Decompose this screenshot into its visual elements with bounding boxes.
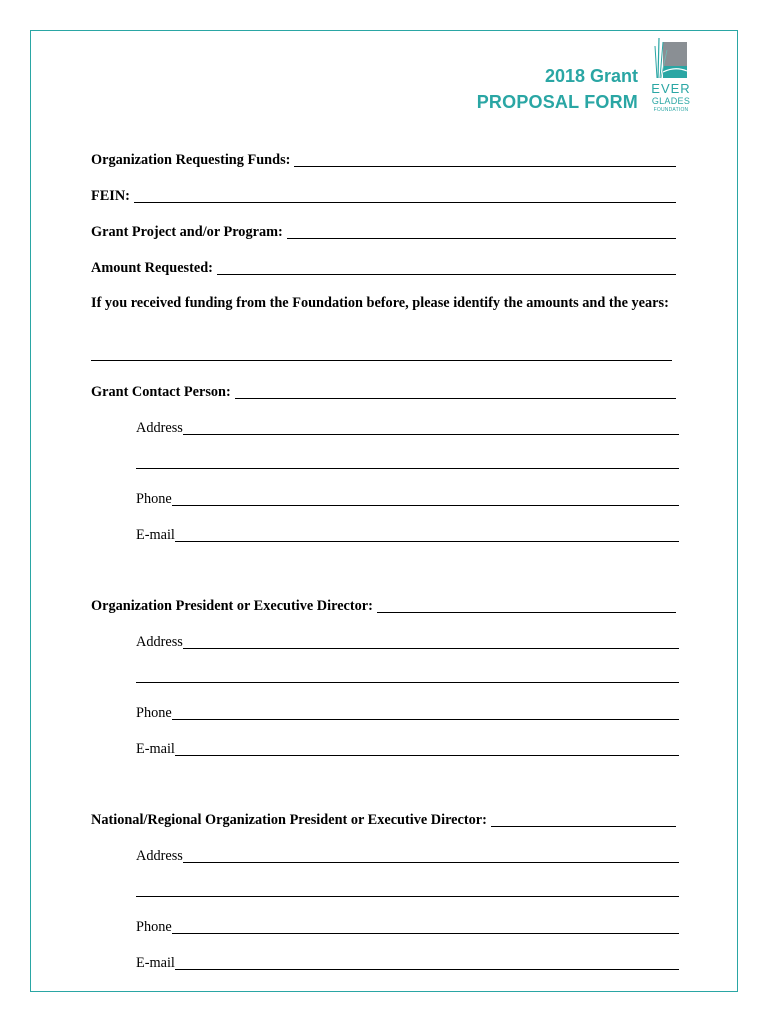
- national-email-label: E-mail: [136, 955, 175, 971]
- president-phone-label: Phone: [136, 705, 172, 721]
- fein-label: FEIN:: [91, 188, 130, 204]
- project-field: [91, 223, 676, 241]
- president-address-line-2[interactable]: [136, 682, 679, 683]
- project-label: Grant Project and/or Program:: [91, 224, 283, 240]
- logo-word-ever: EVER: [651, 81, 691, 96]
- national-phone-input-line[interactable]: [172, 919, 679, 934]
- amount-field: [91, 259, 676, 277]
- contact-label: Grant Contact Person:: [91, 384, 231, 400]
- national-address-label: Address: [136, 848, 183, 864]
- national-address-input-line[interactable]: [183, 848, 679, 863]
- grass-icon: [650, 36, 692, 84]
- national-address-field: [136, 847, 679, 865]
- contact-address-label: Address: [136, 420, 183, 436]
- contact-address-field: [136, 419, 679, 437]
- everglades-foundation-logo: [650, 36, 692, 116]
- contact-phone-input-line[interactable]: [172, 491, 679, 506]
- project-input-line[interactable]: [287, 224, 676, 239]
- national-address-line-2[interactable]: [136, 896, 679, 897]
- president-address-input-line[interactable]: [183, 634, 679, 649]
- amount-label: Amount Requested:: [91, 260, 213, 276]
- contact-phone-label: Phone: [136, 491, 172, 507]
- prior-funding-input-line[interactable]: [91, 360, 672, 361]
- form-year-title: 2018 Grant: [544, 66, 638, 86]
- contact-email-label: E-mail: [136, 527, 175, 543]
- organization-label: Organization Requesting Funds:: [91, 152, 291, 168]
- contact-email-field: [136, 526, 679, 544]
- president-email-label: E-mail: [136, 741, 175, 757]
- contact-email-input-line[interactable]: [175, 527, 679, 542]
- president-field: [91, 597, 676, 615]
- prior-funding-question: If you received funding from the Foundation before, please identify the amounts and the years:: [91, 295, 669, 311]
- national-phone-field: [136, 918, 679, 936]
- national-email-input-line[interactable]: [175, 955, 679, 970]
- contact-address-input-line[interactable]: [183, 420, 679, 435]
- logo-word-glades: GLADES: [651, 96, 691, 106]
- organization-field: [91, 151, 676, 169]
- president-email-field: [136, 740, 679, 758]
- president-label: Organization President or Executive Director:: [91, 598, 373, 614]
- contact-phone-field: [136, 490, 679, 508]
- form-title: PROPOSAL FORM: [476, 92, 638, 112]
- amount-input-line[interactable]: [217, 260, 676, 275]
- national-field: [91, 811, 676, 829]
- national-phone-label: Phone: [136, 919, 172, 935]
- contact-address-line-2[interactable]: [136, 468, 679, 469]
- national-label: National/Regional Organization President or Executive Director:: [91, 812, 487, 828]
- president-address-label: Address: [136, 634, 183, 650]
- contact-field: [91, 383, 676, 401]
- president-phone-input-line[interactable]: [172, 705, 679, 720]
- national-input-line[interactable]: [491, 812, 676, 827]
- national-email-field: [136, 954, 679, 972]
- president-phone-field: [136, 704, 679, 722]
- president-input-line[interactable]: [377, 598, 676, 613]
- fein-field: [91, 187, 676, 205]
- logo-word-foundation: FOUNDATION: [653, 107, 689, 113]
- organization-input-line[interactable]: [294, 152, 676, 167]
- president-email-input-line[interactable]: [175, 741, 679, 756]
- fein-input-line[interactable]: [134, 188, 676, 203]
- president-address-field: [136, 633, 679, 651]
- contact-input-line[interactable]: [235, 384, 676, 399]
